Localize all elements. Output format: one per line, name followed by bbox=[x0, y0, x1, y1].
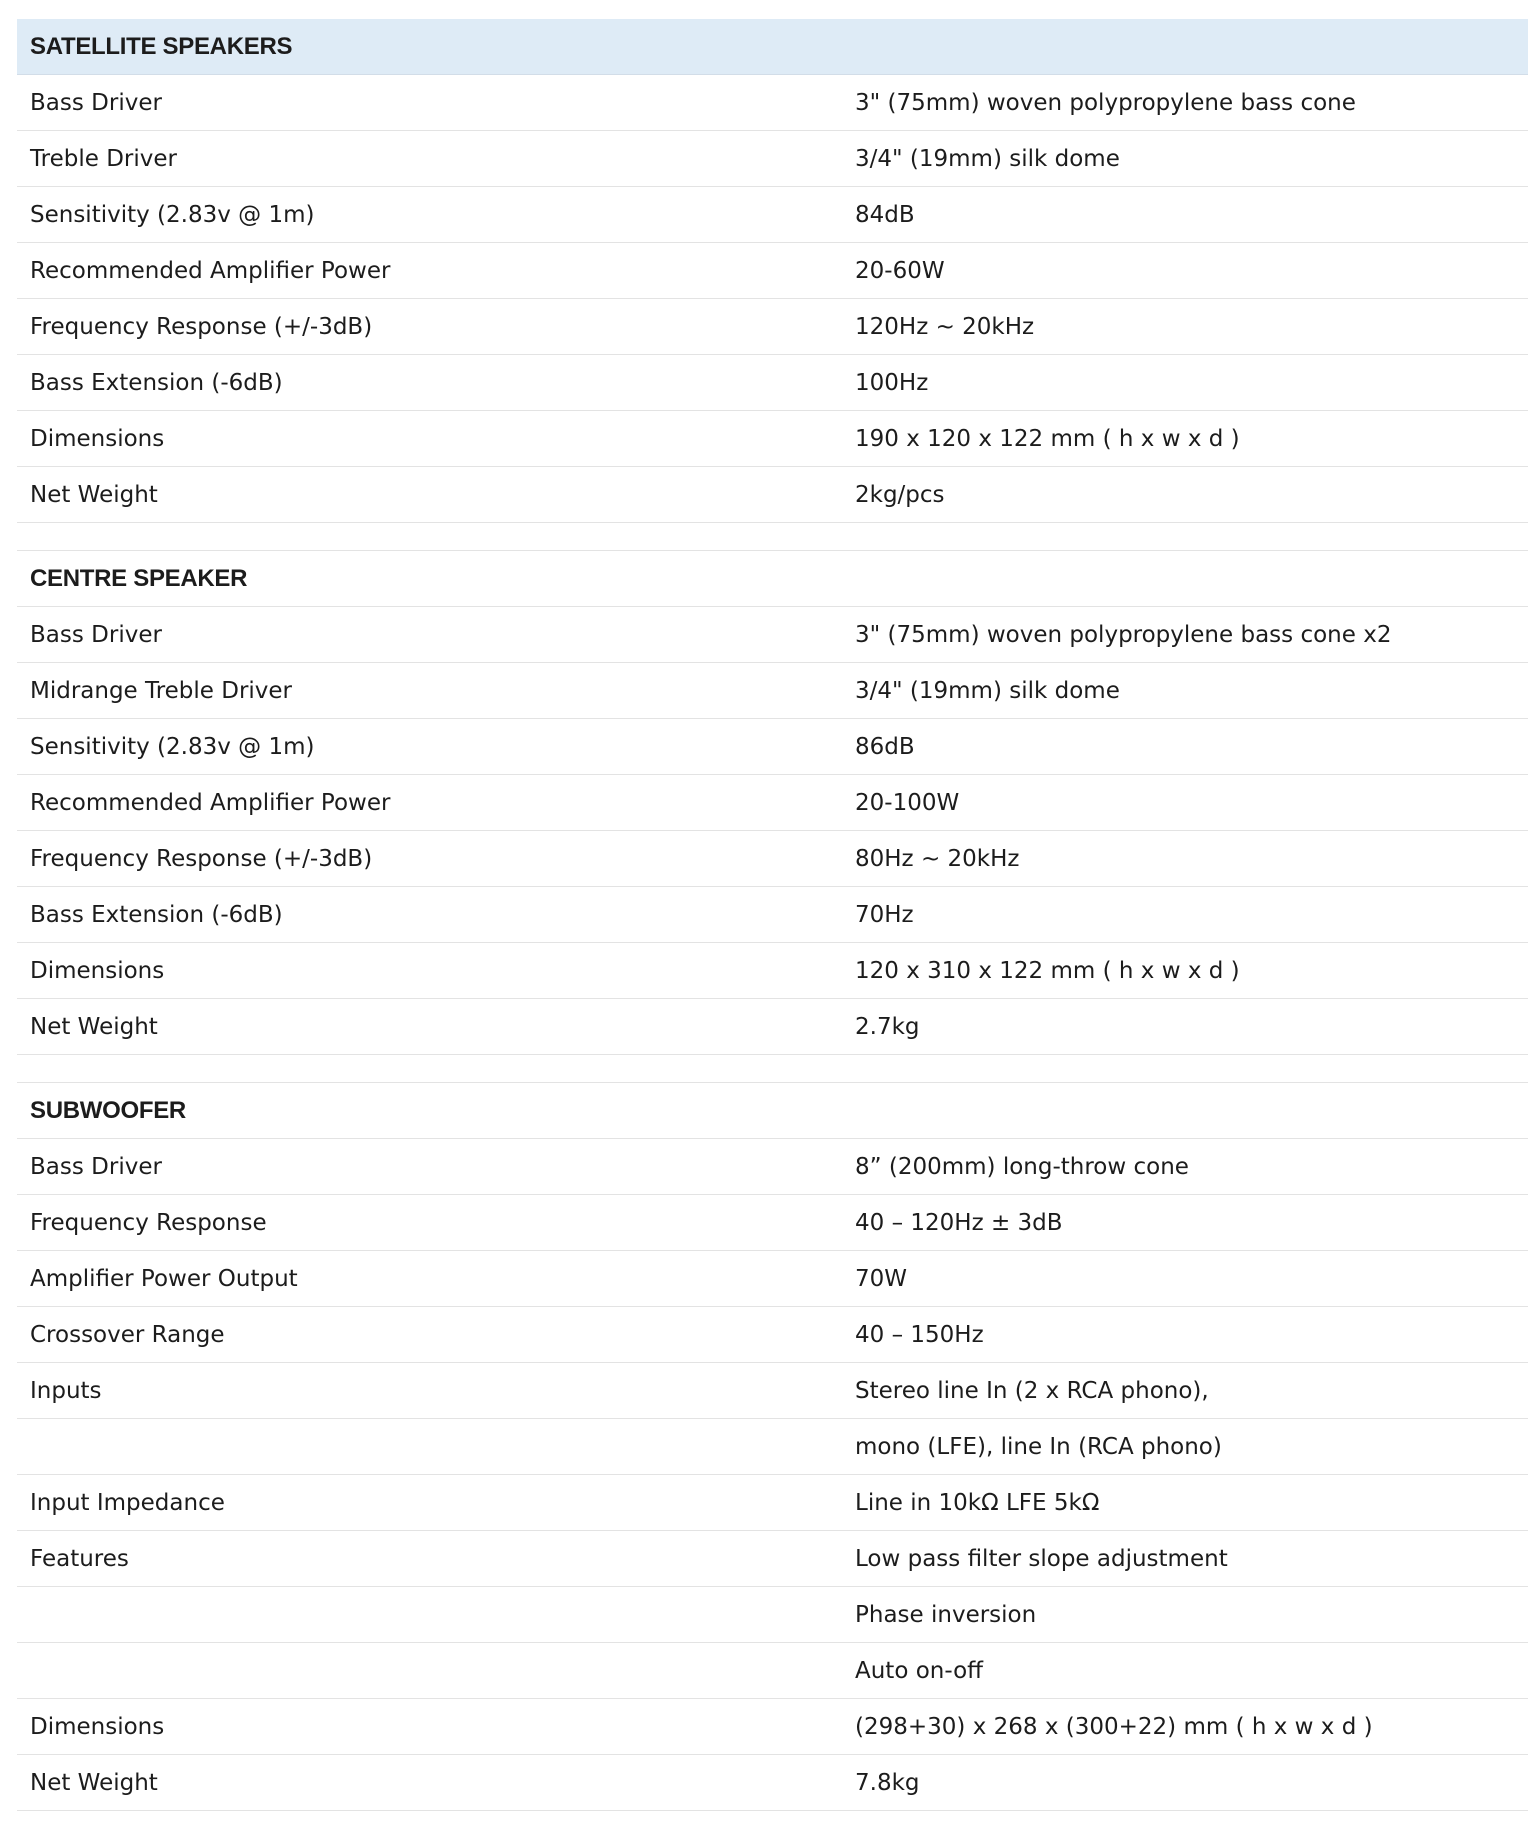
spec-label: Sensitivity (2.83v @ 1m) bbox=[30, 201, 315, 228]
spec-value: 3/4" (19mm) silk dome bbox=[855, 677, 1120, 704]
table-row bbox=[17, 663, 1528, 719]
table-row bbox=[17, 1643, 1528, 1699]
spec-value: 20-100W bbox=[855, 789, 960, 816]
table-row bbox=[17, 887, 1528, 943]
table-row bbox=[17, 75, 1528, 131]
table-row bbox=[17, 831, 1528, 887]
spec-label: Input Impedance bbox=[30, 1489, 225, 1516]
spec-value: 3" (75mm) woven polypropylene bass cone bbox=[855, 89, 1356, 116]
spec-label: Treble Driver bbox=[30, 145, 177, 172]
spec-value: 3/4" (19mm) silk dome bbox=[855, 145, 1120, 172]
spec-value: (298+30) x 268 x (300+22) mm ( h x w x d ) bbox=[855, 1713, 1373, 1740]
table-row bbox=[17, 1251, 1528, 1307]
section-title: CENTRE SPEAKER bbox=[30, 564, 248, 592]
spec-value: 70W bbox=[855, 1265, 908, 1292]
table-row bbox=[17, 1139, 1528, 1195]
section-spacer bbox=[17, 1055, 1528, 1083]
spec-value: Auto on-off bbox=[855, 1657, 984, 1684]
spec-value: Stereo line In (2 x RCA phono), bbox=[855, 1377, 1209, 1404]
table-row bbox=[17, 1699, 1528, 1755]
table-row bbox=[17, 355, 1528, 411]
spec-value: 2kg/pcs bbox=[855, 481, 945, 508]
spec-label: Recommended Amplifier Power bbox=[30, 789, 391, 816]
table-row bbox=[17, 187, 1528, 243]
spec-value: 120 x 310 x 122 mm ( h x w x d ) bbox=[855, 957, 1240, 984]
table-row bbox=[17, 719, 1528, 775]
section-header-subwoofer bbox=[17, 1083, 1528, 1139]
spec-value: 3" (75mm) woven polypropylene bass cone x2 bbox=[855, 621, 1392, 648]
spec-value: 86dB bbox=[855, 733, 915, 760]
spec-label: Net Weight bbox=[30, 1013, 158, 1040]
table-row bbox=[17, 1363, 1528, 1419]
spec-label: Sensitivity (2.83v @ 1m) bbox=[30, 733, 315, 760]
spec-value: 70Hz bbox=[855, 901, 914, 928]
spec-value: 8” (200mm) long-throw cone bbox=[855, 1153, 1189, 1180]
spec-label: Bass Driver bbox=[30, 89, 162, 116]
spec-value: Phase inversion bbox=[855, 1601, 1037, 1628]
spec-label: Dimensions bbox=[30, 957, 165, 984]
table-row bbox=[17, 411, 1528, 467]
spec-label: Net Weight bbox=[30, 481, 158, 508]
spec-value: 20-60W bbox=[855, 257, 945, 284]
table-row bbox=[17, 999, 1528, 1055]
spec-label: Features bbox=[30, 1545, 129, 1572]
table-row bbox=[17, 1755, 1528, 1811]
section-spacer bbox=[17, 523, 1528, 551]
spec-value: Low pass filter slope adjustment bbox=[855, 1545, 1228, 1572]
table-row bbox=[17, 1531, 1528, 1587]
spec-value: 84dB bbox=[855, 201, 915, 228]
table-row bbox=[17, 1475, 1528, 1531]
spec-label: Net Weight bbox=[30, 1769, 158, 1796]
spec-value: 2.7kg bbox=[855, 1013, 920, 1040]
spec-value: 7.8kg bbox=[855, 1769, 920, 1796]
spec-label: Amplifier Power Output bbox=[30, 1265, 298, 1292]
section-header-centre bbox=[17, 551, 1528, 607]
table-row bbox=[17, 1587, 1528, 1643]
spec-value: 100Hz bbox=[855, 369, 929, 396]
spec-value: 190 x 120 x 122 mm ( h x w x d ) bbox=[855, 425, 1240, 452]
table-row bbox=[17, 1195, 1528, 1251]
table-row bbox=[17, 775, 1528, 831]
table-row bbox=[17, 299, 1528, 355]
spec-label: Bass Driver bbox=[30, 1153, 162, 1180]
table-row bbox=[17, 1419, 1528, 1475]
spec-label: Midrange Treble Driver bbox=[30, 677, 293, 704]
spec-value: 40 – 120Hz ± 3dB bbox=[855, 1209, 1063, 1236]
spec-value: mono (LFE), line In (RCA phono) bbox=[855, 1433, 1222, 1460]
spec-label: Dimensions bbox=[30, 1713, 165, 1740]
table-row bbox=[17, 467, 1528, 523]
section-header-satellite bbox=[17, 19, 1528, 75]
spec-value: 80Hz ~ 20kHz bbox=[855, 845, 1020, 872]
spec-label: Bass Driver bbox=[30, 621, 162, 648]
table-row bbox=[17, 131, 1528, 187]
table-row bbox=[17, 607, 1528, 663]
spec-label: Bass Extension (-6dB) bbox=[30, 369, 283, 396]
section-title: SUBWOOFER bbox=[30, 1096, 186, 1124]
spec-label: Bass Extension (-6dB) bbox=[30, 901, 283, 928]
spec-table bbox=[17, 19, 1528, 1811]
spec-label: Inputs bbox=[30, 1377, 102, 1404]
spec-label: Frequency Response (+/-3dB) bbox=[30, 313, 373, 340]
table-row bbox=[17, 243, 1528, 299]
section-title: SATELLITE SPEAKERS bbox=[30, 32, 293, 60]
spec-value: 40 – 150Hz bbox=[855, 1321, 984, 1348]
table-row bbox=[17, 943, 1528, 999]
table-row bbox=[17, 1307, 1528, 1363]
spec-label: Recommended Amplifier Power bbox=[30, 257, 391, 284]
spec-value: 120Hz ~ 20kHz bbox=[855, 313, 1035, 340]
spec-value: Line in 10kΩ LFE 5kΩ bbox=[855, 1489, 1100, 1516]
spec-label: Frequency Response bbox=[30, 1209, 267, 1236]
spec-label: Frequency Response (+/-3dB) bbox=[30, 845, 373, 872]
spec-label: Crossover Range bbox=[30, 1321, 225, 1348]
spec-label: Dimensions bbox=[30, 425, 165, 452]
